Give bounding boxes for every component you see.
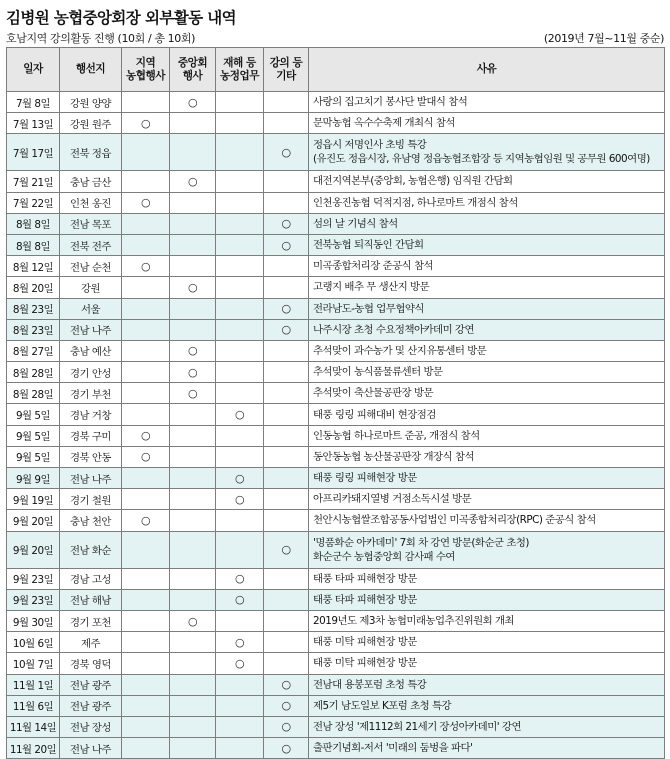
- cell-date: 9월 20일: [7, 531, 60, 568]
- cell-disaster: [216, 383, 264, 404]
- cell-lecture: [264, 510, 309, 531]
- table-row: [7, 213, 665, 234]
- cell-local-event: [122, 113, 170, 134]
- cell-lecture: [264, 277, 309, 298]
- circle-mark: ○: [281, 720, 291, 734]
- table-row: [7, 674, 665, 695]
- cell-local-event: [122, 213, 170, 234]
- cell-local-event: [122, 632, 170, 653]
- cell-local-event: [122, 589, 170, 610]
- cell-date: 11월 20일: [7, 738, 60, 759]
- cell-local-event: [122, 234, 170, 255]
- cell-local-event: [122, 256, 170, 277]
- cell-date: 9월 30일: [7, 610, 60, 631]
- header-central-event: 중앙회 행사: [170, 48, 216, 92]
- page-title: 김병원 농협중앙회장 외부활동 내역: [6, 9, 236, 27]
- cell-reason: 인동농협 하나로마트 준공, 개점식 참석: [309, 425, 665, 446]
- cell-lecture: [264, 298, 309, 319]
- cell-local-event: [122, 716, 170, 737]
- cell-local-event: [122, 468, 170, 489]
- cell-local-event: [122, 489, 170, 510]
- cell-place: 전남 목포: [60, 213, 122, 234]
- circle-mark: ○: [140, 116, 151, 130]
- cell-reason: 태풍 미탁 피해현장 방문: [309, 632, 665, 653]
- circle-mark: ○: [234, 492, 245, 506]
- circle-mark: ○: [281, 678, 291, 692]
- cell-lecture: [264, 716, 309, 737]
- cell-lecture: [264, 192, 309, 213]
- cell-date: 7월 21일: [7, 171, 60, 192]
- cell-place: 경기 포천: [60, 610, 122, 631]
- cell-date: 7월 22일: [7, 192, 60, 213]
- cell-date: 7월 8일: [7, 92, 60, 113]
- cell-lecture: [264, 256, 309, 277]
- cell-local-event: [122, 92, 170, 113]
- cell-disaster: [216, 531, 264, 568]
- table-row: [7, 716, 665, 737]
- table-row: [7, 383, 665, 404]
- cell-reason: 아프리카돼지열병 거점소독시설 방문: [309, 489, 665, 510]
- circle-mark: ○: [187, 95, 198, 109]
- cell-date: 9월 5일: [7, 446, 60, 467]
- circle-mark: ○: [281, 217, 291, 231]
- cell-reason: '명품화순 아카데미' 7회 차 강연 방문(화순군 초청) 화순군수 농협중앙회 감사패 수여: [309, 531, 665, 568]
- cell-disaster: [216, 568, 264, 589]
- cell-place: 경북 구미: [60, 425, 122, 446]
- cell-date: 11월 6일: [7, 695, 60, 716]
- cell-disaster: [216, 446, 264, 467]
- cell-local-event: [122, 568, 170, 589]
- cell-reason: 추석맞이 농식품물류센터 방문: [309, 362, 665, 383]
- table-row: [7, 92, 665, 113]
- cell-reason: 미곡종합처리장 준공식 참석: [309, 256, 665, 277]
- table-row: [7, 340, 665, 361]
- cell-lecture: [264, 674, 309, 695]
- cell-local-event: [122, 653, 170, 674]
- cell-central-event: [170, 171, 216, 192]
- cell-central-event: [170, 298, 216, 319]
- cell-central-event: [170, 446, 216, 467]
- cell-lecture: [264, 695, 309, 716]
- header-place: 행선지: [60, 48, 122, 92]
- cell-local-event: [122, 171, 170, 192]
- cell-place: 충남 천안: [60, 510, 122, 531]
- table-row: [7, 234, 665, 255]
- cell-local-event: [122, 425, 170, 446]
- cell-central-event: [170, 632, 216, 653]
- cell-date: 10월 7일: [7, 653, 60, 674]
- circle-mark: ○: [281, 302, 291, 316]
- circle-mark: ○: [187, 386, 198, 400]
- cell-place: 경기 부천: [60, 383, 122, 404]
- cell-place: 전남 광주: [60, 695, 122, 716]
- cell-disaster: [216, 695, 264, 716]
- cell-central-event: [170, 589, 216, 610]
- cell-date: 8월 8일: [7, 234, 60, 255]
- cell-date: 9월 23일: [7, 589, 60, 610]
- cell-reason: 제5기 남도일보 K포럼 초청 특강: [309, 695, 665, 716]
- cell-date: 9월 23일: [7, 568, 60, 589]
- circle-mark: ○: [187, 365, 198, 379]
- table-row: [7, 134, 665, 171]
- cell-central-event: [170, 277, 216, 298]
- cell-reason: 대전지역본부(중앙회, 농협은행) 임직원 간담회: [309, 171, 665, 192]
- cell-lecture: [264, 531, 309, 568]
- table-row: [7, 468, 665, 489]
- circle-mark: ○: [281, 543, 291, 557]
- cell-disaster: [216, 256, 264, 277]
- cell-disaster: [216, 298, 264, 319]
- cell-local-event: [122, 192, 170, 213]
- cell-date: 7월 17일: [7, 134, 60, 171]
- cell-disaster: [216, 192, 264, 213]
- cell-disaster: [216, 610, 264, 631]
- cell-reason: 문막농협 옥수수축제 개최식 참석: [309, 113, 665, 134]
- page-subtitle: 호남지역 강의활동 진행 (10회 / 총 10회): [6, 32, 195, 45]
- cell-lecture: [264, 319, 309, 340]
- cell-local-event: [122, 510, 170, 531]
- cell-date: 8월 23일: [7, 298, 60, 319]
- cell-central-event: [170, 531, 216, 568]
- cell-disaster: [216, 674, 264, 695]
- cell-local-event: [122, 610, 170, 631]
- cell-central-event: [170, 716, 216, 737]
- cell-local-event: [122, 134, 170, 171]
- cell-disaster: [216, 738, 264, 759]
- cell-local-event: [122, 674, 170, 695]
- cell-reason: 사랑의 집고치기 봉사단 발대식 참석: [309, 92, 665, 113]
- cell-central-event: [170, 568, 216, 589]
- cell-disaster: [216, 362, 264, 383]
- cell-central-event: [170, 383, 216, 404]
- cell-lecture: [264, 383, 309, 404]
- cell-disaster: [216, 653, 264, 674]
- cell-central-event: [170, 362, 216, 383]
- cell-lecture: [264, 468, 309, 489]
- cell-date: 8월 23일: [7, 319, 60, 340]
- cell-place: 인천 옹진: [60, 192, 122, 213]
- cell-reason: 천안시농협쌀조합공동사업법인 미곡종합처리장(RPC) 준공식 참석: [309, 510, 665, 531]
- cell-place: 경북 안동: [60, 446, 122, 467]
- cell-central-event: [170, 256, 216, 277]
- cell-central-event: [170, 425, 216, 446]
- circle-mark: ○: [187, 614, 198, 628]
- circle-mark: ○: [234, 471, 245, 485]
- table-row: [7, 738, 665, 759]
- header-date: 일자: [7, 48, 60, 92]
- table-header-row: [7, 48, 665, 92]
- cell-local-event: [122, 531, 170, 568]
- table-row: [7, 192, 665, 213]
- cell-date: 11월 14일: [7, 716, 60, 737]
- cell-reason: 추석맞이 과수농가 및 산지유통센터 방문: [309, 340, 665, 361]
- cell-date: 9월 19일: [7, 489, 60, 510]
- cell-date: 8월 20일: [7, 277, 60, 298]
- table-row: [7, 446, 665, 467]
- cell-local-event: [122, 446, 170, 467]
- cell-place: 경기 철원: [60, 489, 122, 510]
- cell-lecture: [264, 113, 309, 134]
- period-label: (2019년 7월~11월 중순): [543, 32, 664, 45]
- cell-central-event: [170, 468, 216, 489]
- cell-disaster: [216, 134, 264, 171]
- cell-central-event: [170, 92, 216, 113]
- cell-local-event: [122, 277, 170, 298]
- cell-central-event: [170, 653, 216, 674]
- circle-mark: ○: [140, 259, 151, 273]
- cell-disaster: [216, 213, 264, 234]
- circle-mark: ○: [234, 656, 245, 670]
- circle-mark: ○: [140, 196, 151, 210]
- table-row: [7, 256, 665, 277]
- circle-mark: ○: [234, 408, 245, 422]
- cell-date: 11월 1일: [7, 674, 60, 695]
- cell-disaster: [216, 468, 264, 489]
- cell-lecture: [264, 404, 309, 425]
- cell-disaster: [216, 716, 264, 737]
- cell-reason: 태풍 타파 피해현장 방문: [309, 589, 665, 610]
- cell-date: 9월 5일: [7, 404, 60, 425]
- cell-disaster: [216, 277, 264, 298]
- cell-reason: 추석맞이 축산물공판장 방문: [309, 383, 665, 404]
- header-disaster: 재해 등 농정업무: [216, 48, 264, 92]
- cell-place: 경북 영덕: [60, 653, 122, 674]
- cell-reason: 고랭지 배추 무 생산지 방문: [309, 277, 665, 298]
- table-row: [7, 589, 665, 610]
- table-row: [7, 404, 665, 425]
- cell-local-event: [122, 695, 170, 716]
- cell-date: 7월 13일: [7, 113, 60, 134]
- cell-lecture: [264, 653, 309, 674]
- cell-local-event: [122, 362, 170, 383]
- cell-lecture: [264, 362, 309, 383]
- cell-date: 8월 12일: [7, 256, 60, 277]
- table-row: [7, 568, 665, 589]
- cell-place: 전남 나주: [60, 738, 122, 759]
- cell-disaster: [216, 425, 264, 446]
- cell-reason: 인천옹진농협 덕적지점, 하나로마트 개점식 참석: [309, 192, 665, 213]
- cell-place: 전남 나주: [60, 319, 122, 340]
- circle-mark: ○: [187, 344, 198, 358]
- cell-reason: 태풍 미탁 피해현장 방문: [309, 653, 665, 674]
- cell-lecture: [264, 446, 309, 467]
- cell-reason: 태풍 링링 피해현장 방문: [309, 468, 665, 489]
- cell-reason: 섬의 날 기념식 참석: [309, 213, 665, 234]
- cell-reason: 태풍 타파 피해현장 방문: [309, 568, 665, 589]
- cell-reason: 전남 장성 '제1112회 21세기 장성아카데미' 강연: [309, 716, 665, 737]
- cell-date: 8월 8일: [7, 213, 60, 234]
- activity-table: [6, 47, 665, 759]
- cell-local-event: [122, 738, 170, 759]
- cell-disaster: [216, 92, 264, 113]
- table-row: [7, 510, 665, 531]
- cell-disaster: [216, 234, 264, 255]
- cell-disaster: [216, 171, 264, 192]
- cell-place: 강원 양양: [60, 92, 122, 113]
- cell-disaster: [216, 510, 264, 531]
- circle-mark: ○: [140, 513, 151, 527]
- cell-reason: 출판기념회-저서 '미래의 둠벙을 파다': [309, 738, 665, 759]
- circle-mark: ○: [281, 741, 291, 755]
- cell-place: 강원 원주: [60, 113, 122, 134]
- cell-place: 전남 광주: [60, 674, 122, 695]
- table-row: [7, 489, 665, 510]
- cell-central-event: [170, 489, 216, 510]
- cell-reason: 2019년도 제3차 농협미래농업추진위원회 개최: [309, 610, 665, 631]
- cell-date: 8월 28일: [7, 383, 60, 404]
- cell-place: 강원: [60, 277, 122, 298]
- cell-date: 8월 28일: [7, 362, 60, 383]
- table-row: [7, 171, 665, 192]
- cell-central-event: [170, 695, 216, 716]
- cell-central-event: [170, 234, 216, 255]
- header-lecture: 강의 등 기타: [264, 48, 309, 92]
- cell-reason: 전라남도-농협 업무협약식: [309, 298, 665, 319]
- cell-place: 서울: [60, 298, 122, 319]
- cell-disaster: [216, 113, 264, 134]
- cell-central-event: [170, 510, 216, 531]
- table-row: [7, 653, 665, 674]
- circle-mark: ○: [281, 238, 291, 252]
- cell-central-event: [170, 134, 216, 171]
- cell-disaster: [216, 589, 264, 610]
- circle-mark: ○: [140, 429, 151, 443]
- cell-reason: 나주시장 초청 수요정책아카데미 강연: [309, 319, 665, 340]
- cell-central-event: [170, 340, 216, 361]
- table-row: [7, 298, 665, 319]
- header-local-event: 지역 농협행사: [122, 48, 170, 92]
- cell-disaster: [216, 489, 264, 510]
- cell-local-event: [122, 340, 170, 361]
- cell-central-event: [170, 738, 216, 759]
- cell-lecture: [264, 425, 309, 446]
- circle-mark: ○: [234, 593, 245, 607]
- table-row: [7, 319, 665, 340]
- cell-lecture: [264, 489, 309, 510]
- circle-mark: ○: [234, 635, 245, 649]
- cell-disaster: [216, 404, 264, 425]
- cell-place: 전남 해남: [60, 589, 122, 610]
- cell-date: 9월 20일: [7, 510, 60, 531]
- cell-lecture: [264, 92, 309, 113]
- cell-place: 경기 안성: [60, 362, 122, 383]
- cell-place: 전남 화순: [60, 531, 122, 568]
- cell-place: 충남 예산: [60, 340, 122, 361]
- cell-central-event: [170, 674, 216, 695]
- cell-place: 제주: [60, 632, 122, 653]
- table-row: [7, 632, 665, 653]
- cell-lecture: [264, 610, 309, 631]
- cell-local-event: [122, 298, 170, 319]
- cell-date: 9월 5일: [7, 425, 60, 446]
- cell-place: 경남 거창: [60, 404, 122, 425]
- circle-mark: ○: [281, 145, 291, 159]
- table-body: [7, 92, 665, 759]
- table-row: [7, 425, 665, 446]
- cell-central-event: [170, 610, 216, 631]
- cell-central-event: [170, 213, 216, 234]
- table-row: [7, 362, 665, 383]
- header-reason: 사유: [309, 48, 665, 92]
- circle-mark: ○: [234, 572, 245, 586]
- circle-mark: ○: [187, 280, 198, 294]
- circle-mark: ○: [187, 174, 198, 188]
- cell-local-event: [122, 383, 170, 404]
- cell-reason: 정읍시 저명인사 초빙 특강 (유진도 정읍시장, 유남영 정읍농협조합장 등 지역농협임원 및 공무원 600여명): [309, 134, 665, 171]
- cell-place: 전남 순천: [60, 256, 122, 277]
- cell-place: 경남 고성: [60, 568, 122, 589]
- cell-lecture: [264, 340, 309, 361]
- cell-place: 전남 나주: [60, 468, 122, 489]
- cell-lecture: [264, 632, 309, 653]
- cell-central-event: [170, 319, 216, 340]
- table-row: [7, 531, 665, 568]
- cell-lecture: [264, 134, 309, 171]
- circle-mark: ○: [140, 450, 151, 464]
- cell-reason: 전북농협 퇴직동인 간담회: [309, 234, 665, 255]
- cell-reason: 태풍 링링 피해대비 현장점검: [309, 404, 665, 425]
- cell-lecture: [264, 234, 309, 255]
- cell-lecture: [264, 589, 309, 610]
- table-row: [7, 113, 665, 134]
- circle-mark: ○: [281, 323, 291, 337]
- cell-lecture: [264, 738, 309, 759]
- cell-lecture: [264, 171, 309, 192]
- cell-central-event: [170, 192, 216, 213]
- cell-central-event: [170, 113, 216, 134]
- cell-reason: 전남대 용봉포럼 초청 특강: [309, 674, 665, 695]
- cell-local-event: [122, 319, 170, 340]
- circle-mark: ○: [281, 699, 291, 713]
- table-row: [7, 610, 665, 631]
- cell-lecture: [264, 213, 309, 234]
- cell-lecture: [264, 568, 309, 589]
- cell-place: 충남 금산: [60, 171, 122, 192]
- cell-place: 전남 장성: [60, 716, 122, 737]
- cell-date: 8월 27일: [7, 340, 60, 361]
- cell-reason: 동안동농협 농산물공판장 개장식 참석: [309, 446, 665, 467]
- cell-disaster: [216, 319, 264, 340]
- cell-central-event: [170, 404, 216, 425]
- cell-date: 9월 9일: [7, 468, 60, 489]
- cell-disaster: [216, 340, 264, 361]
- table-row: [7, 695, 665, 716]
- cell-place: 전북 정읍: [60, 134, 122, 171]
- cell-disaster: [216, 632, 264, 653]
- cell-date: 10월 6일: [7, 632, 60, 653]
- table-row: [7, 277, 665, 298]
- cell-local-event: [122, 404, 170, 425]
- cell-place: 전북 전주: [60, 234, 122, 255]
